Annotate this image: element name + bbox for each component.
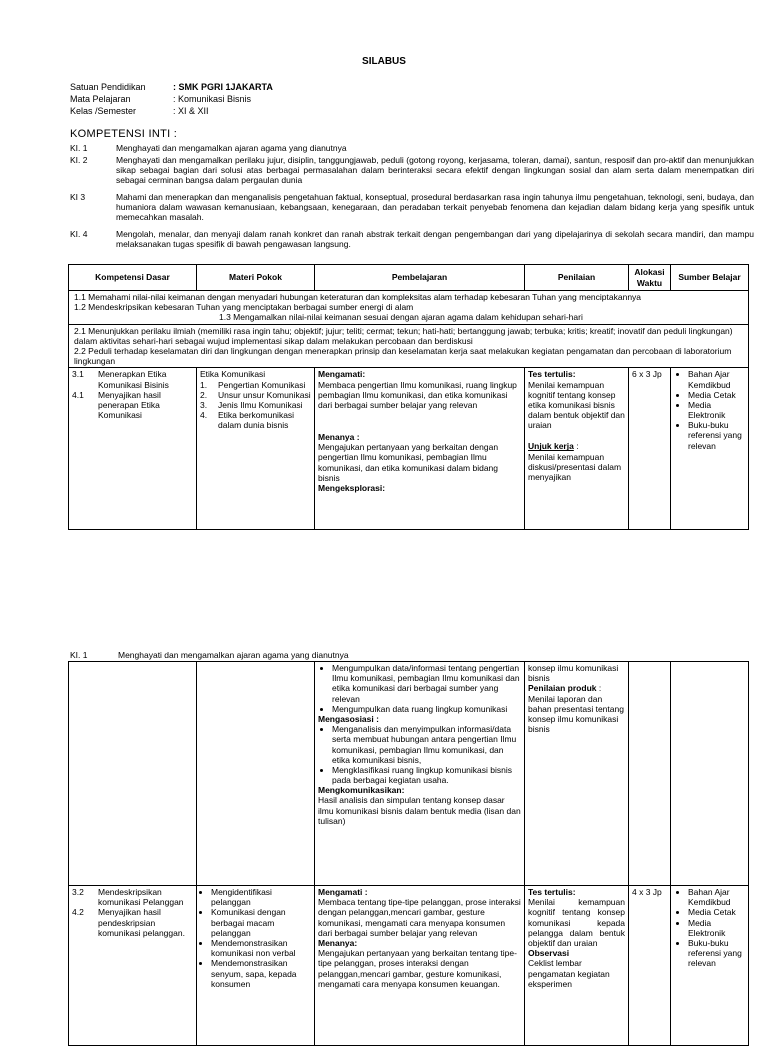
sumber-item: • Media Cetak (688, 390, 745, 400)
alokasi-cell: 6 x 3 Jp (629, 368, 671, 530)
table-row-3-1 (69, 368, 749, 530)
menanya-label: Menanya : (318, 432, 360, 443)
ki-number: KI. 1 (70, 650, 88, 660)
unjuk-kerja-text: Menilai kemampuan diskusi/presentasi dalam menyajikan (528, 451, 622, 482)
kd-number: 4.1 (72, 389, 84, 400)
header-penilaian: Penilaian (525, 265, 629, 291)
materi-item: • Mendemonstrasikan komunikasi non verbal (211, 938, 311, 958)
kd-line: 1.3 Mengamalkan nilai-nilai keimanan sesuai dengan ajaran agama dalam kehidupan sehari-hari (219, 312, 583, 323)
kd-group-2-cell (69, 324, 749, 368)
menanya-text: Mengajukan pertanyaan yang berkaitan tentang tipe-tipe pelanggan, proses interaksi dengan pelanggan,mencari gambar, gesture komunikasi, mengamati cara menyapa konsumen keuangan. (318, 948, 517, 989)
identity-label: Kelas /Semester (70, 106, 137, 116)
mengasosiasi-label: Mengasosiasi : (318, 713, 379, 724)
materi-title: Etika Komunikasi (200, 369, 266, 380)
ki-heading: KOMPETENSI INTI : (70, 128, 178, 140)
mengamati-text: Membaca pengertian Ilmu komunikasi, ruang lingkup pembagian Ilmu komunikasi, dan etika komunikasi dari berbagai sumber belajar yang relevan (318, 379, 517, 410)
materi-item (200, 400, 311, 410)
materi-list (200, 887, 311, 989)
eksplorasi-list (318, 663, 521, 714)
materi-text: Unsur unsur Komunikasi (218, 389, 311, 400)
kd-cell (69, 886, 197, 1046)
table-header-row (69, 265, 749, 291)
sumber-cell (671, 368, 749, 530)
pembelajaran-cell (315, 368, 525, 530)
kd-number: 4.2 (72, 907, 84, 918)
kd-text: Menyajikan hasil pendeskripsian komunikasi pelanggan. (98, 907, 185, 938)
sumber-item: • Bahan Ajar Kemdikbud (688, 369, 745, 389)
observasi-text: Ceklist lembar pengamatan kegiatan eksperimen (528, 958, 610, 989)
ki-item-4 (70, 229, 754, 249)
materi-number: 1. (200, 379, 208, 390)
syllabus-table (68, 264, 749, 530)
table-row-3-2 (69, 886, 749, 1046)
kd-line: 1.2 Mendeskripsikan kebesaran Tuhan yang menciptakan berbagai sumber energi di alam (74, 302, 414, 313)
penilaian-produk: Penilaian produk : (528, 683, 602, 694)
asosiasi-item: • Menganalisis dan menyimpulkan informasi/data serta membuat hubungan antara pengertian Ilmu komunikasi, pembagian Ilmu komunikasi, dan etika komunikasi bisnis, (332, 724, 521, 765)
tes-tertulis-label: Tes tertulis: (528, 369, 576, 380)
sumber-list (674, 887, 745, 969)
sumber-item: • Buku-buku referensi yang relevan (688, 420, 745, 451)
sumber-cell (671, 662, 749, 886)
page2-ki-header (70, 650, 754, 660)
kd-line: 1.1 Memahami nilai-nilai keimanan dengan menyadari hubungan keteraturan dan kompleksitas alam terhadap kebesaran Tuhan yang menciptakannya (74, 292, 642, 302)
eksplorasi-item: • Mengumpulkan data ruang lingkup komunikasi (332, 704, 521, 714)
materi-item: • Komunikasi dengan berbagai macam pelanggan (211, 907, 311, 938)
kd-line: 2.1 Menunjukkan perilaku ilmiah (memiliki rasa ingin tahu; objektif; jujur; teliti; cermat; tekun; hati-hati; bertanggung jawab; terbuka; kritis; kreatif; inovatif dan peduli lingkungan) dalam aktivitas sehari-hari sebagai wujud implementasi sikap dalam melakukan percobaan dan berdiskusi (74, 325, 733, 346)
sumber-item: • Media Elektronik (688, 400, 745, 420)
materi-item: • Mendemonstrasikan senyum, sapa, kepada konsumen (211, 958, 311, 989)
penilaian-cell (525, 886, 629, 1046)
ki-text: Menghayati dan mengamalkan ajaran agama yang dianutnya (118, 650, 349, 660)
kd-text: Mendeskripsikan komunikasi Pelanggan (98, 887, 184, 908)
observasi-label: Observasi (528, 948, 570, 959)
materi-cell (197, 662, 315, 886)
pembelajaran-cell (315, 886, 525, 1046)
sumber-item: • Media Elektronik (688, 918, 745, 938)
kd-group-1-cell (69, 291, 749, 325)
ki-item-3 (70, 192, 754, 223)
ki-text: Menghayati dan mengamalkan perilaku jujur, disiplin, tanggungjawab, peduli (gotong royong, kerjasama, toleran, damai), santun, resposif dan pro-aktif dan menunjukkan sikap sebagai bagian dari solusi atas berbagai permasalahan dalam berinteraksi secara efektif dengan lingkungan sosial dan alam serta dalam menempatkan diri sebagai cerminan bangsa dalam pergaulan dunia (116, 155, 754, 186)
ki-text: Menghayati dan mengamalkan ajaran agama yang dianutnya (116, 143, 347, 153)
menanya-text: Mengajukan pertanyaan yang berkaitan dengan pengertian Ilmu komunikasi, pembagian Ilmu komunikasi, dan etika komunikasi dalam bidang bisnis (318, 442, 499, 483)
tes-tertulis-label: Tes tertulis: (528, 887, 576, 897)
materi-item (200, 410, 311, 430)
identity-value: : XI & XII (173, 106, 209, 116)
header-pembelajaran: Pembelajaran (315, 265, 525, 291)
materi-text: Pengertian Komunikasi (218, 379, 306, 390)
mengeksplorasi-label: Mengeksplorasi: (318, 483, 386, 493)
mengkomunikasikan-label: Mengkomunikasikan: (318, 785, 405, 796)
ki-number: KI. 4 (70, 229, 88, 239)
ki-number: KI. 1 (70, 143, 88, 153)
ki-text: Mengolah, menalar, dan menyaji dalam ranah konkret dan ranah abstrak terkait dengan pengembangan dari yang dipelajarinya di sekolah secara mandiri, dan mampu melaksanakan tugas spesifik di bawah pengawasan langsung. (116, 229, 754, 250)
mengamati-text: Membaca tentang tipe-tipe pelanggan, prose interaksi dengan pelanggan,mencari gambar, gesture komunikasi, mengamati cara menyapa konsumen dari berbagai sumber belajar yang relevan (318, 897, 521, 938)
ki-number: KI. 2 (70, 155, 88, 165)
header-materi-pokok: Materi Pokok (197, 265, 315, 291)
pembelajaran-cell (315, 662, 525, 886)
menanya-label: Menanya: (318, 937, 358, 948)
penilaian-produk-label: Penilaian produk (528, 683, 597, 694)
asosiasi-list (318, 724, 521, 785)
identity-row-subject (70, 94, 251, 105)
unjuk-kerja: Unjuk kerja : (528, 441, 579, 452)
identity-label: Satuan Pendidikan (70, 82, 146, 92)
sumber-cell (671, 886, 749, 1046)
ki-item-2 (70, 155, 754, 186)
ki-text: Mahami dan menerapkan dan menganalisis pengetahuan faktual, konseptual, prosedural berdasarkan rasa ingin tahunya ilmu pengetahuan, teknologi, seni, budaya, dan humaniora dalam wawasan kemanusiaan, kebangsaan, kenegaraan, dan peradaban terkait penyebab fenomena dan kejadian dalam bidang kerja yang spesifik untuk memecahkan masalah. (116, 192, 754, 223)
header-kompetensi-dasar: Kompetensi Dasar (69, 265, 197, 291)
materi-item (200, 380, 311, 390)
materi-cell (197, 886, 315, 1046)
penilaian-cell (525, 368, 629, 530)
identity-row-class (70, 106, 209, 117)
materi-item: • Mengidentifikasi pelanggan (211, 887, 311, 907)
eksplorasi-item: • Mengumpulkan data/informasi tentang pengertian Ilmu komunikasi, pembagian Ilmu komunikasi dan etika komunikasi dari berbagai sumber yang relevan (332, 663, 521, 704)
sumber-list (674, 369, 745, 451)
kd-line: 2.2 Peduli terhadap keselamatan diri dan lingkungan dengan menerapkan prinsip dan keselamatan kerja saat melakukan kegiatan pengamatan dan percobaan di laboratorium lingkungan (74, 345, 732, 367)
alokasi-cell (629, 662, 671, 886)
penilaian-continued-text: konsep ilmu komunikasi bisnis (528, 663, 619, 684)
materi-number: 4. (200, 410, 208, 421)
identity-value: : SMK PGRI 1JAKARTA (173, 82, 273, 92)
kd-cell (69, 368, 197, 530)
document-title: SILABUS (362, 56, 406, 67)
kd-item (72, 369, 193, 389)
alokasi-cell: 4 x 3 Jp (629, 886, 671, 1046)
kd-group-2-row (69, 324, 749, 368)
kd-item (72, 390, 193, 421)
unjuk-kerja-label: Unjuk kerja (528, 441, 574, 452)
materi-item (200, 390, 311, 400)
kd-cell (69, 662, 197, 886)
identity-row-school (70, 82, 273, 93)
mengamati-label: Mengamati: (318, 369, 366, 380)
tes-tertulis-text: Menilai kemampuan kognitif tentang konsep etika komunikasi bisnis dalam bentuk objektif dan uraian (528, 379, 625, 431)
tes-tertulis-text: Menilai kemampuan kognitif tentang konsep komunikasi kepada pelangga dalam bentuk objektif dan uraian (528, 897, 625, 948)
syllabus-table-continued (68, 661, 749, 1046)
materi-cell (197, 368, 315, 530)
ki-item-1 (70, 143, 754, 153)
materi-text: Jenis Ilmu Komunikasi (218, 399, 303, 410)
table-row-continued (69, 662, 749, 886)
header-alokasi-waktu: Alokasi Waktu (629, 265, 671, 291)
sumber-item: • Buku-buku referensi yang relevan (688, 938, 745, 969)
asosiasi-item: • Mengklasifikasi ruang lingkup komunikasi bisnis pada berbagai kegiatan usaha. (332, 765, 521, 785)
kd-text: Menyajikan hasil penerapan Etika Komunikasi (98, 389, 161, 421)
identity-value: : Komunikasi Bisnis (173, 94, 252, 104)
kd-number: 3.2 (72, 887, 84, 897)
kd-item (72, 907, 193, 938)
materi-text: Etika berkomunikasi dalam dunia bisnis (218, 410, 295, 431)
kd-group-1-row (69, 291, 749, 325)
kd-text: Menerapkan Etika Komunikasi Bisinis (98, 369, 169, 390)
penilaian-produk-text: Menilai laporan dan bahan presentasi tentang konsep ilmu komunikasi bisnis (528, 693, 624, 735)
mengamati-label: Mengamati : (318, 887, 368, 897)
materi-number: 3. (200, 399, 208, 410)
mengkomunikasikan-text: Hasil analisis dan simpulan tentang konsep dasar ilmu komunikasi bisnis dalam bentuk media (lisan dan tulisan) (318, 795, 521, 826)
identity-label: Mata Pelajaran (70, 94, 131, 104)
sumber-item: • Bahan Ajar Kemdikbud (688, 887, 745, 907)
ki-number: KI 3 (70, 192, 86, 202)
materi-number: 2. (200, 389, 208, 400)
penilaian-cell (525, 662, 629, 886)
sumber-item: • Media Cetak (688, 907, 745, 917)
kd-number: 3.1 (72, 369, 84, 380)
header-sumber-belajar: Sumber Belajar (671, 265, 749, 291)
kd-item (72, 887, 193, 907)
